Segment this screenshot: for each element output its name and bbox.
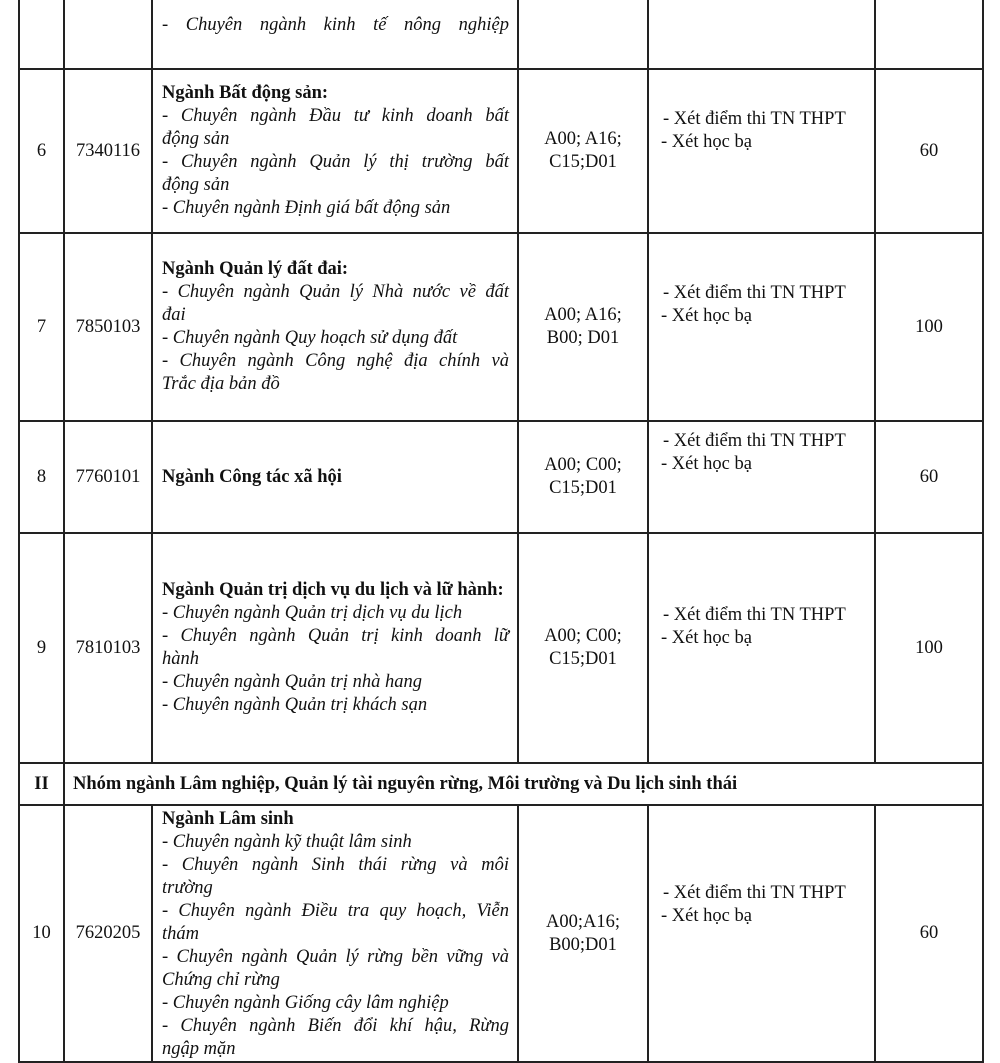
specialization: động sản [162,175,230,195]
specialization: động sản [162,129,230,149]
subject-combo [518,0,648,69]
subject-combo [518,421,648,533]
specialization: - Chuyên ngành kinh tế nông nghiệp [162,15,509,35]
method-line: - Xét điểm thi TN THPT [663,431,846,451]
major-cell [152,69,518,233]
major-cell [152,421,518,533]
group-number: II [19,763,64,805]
method-line: - Xét điểm thi TN THPT [663,883,846,903]
major-name: Ngành Quản lý đất đai: [162,259,349,279]
specialization: - Chuyên ngành Đầu tư kinh doanh bất [162,106,509,126]
table-row [19,0,983,69]
combo-line: A00; A16; [544,305,622,325]
row-number [19,0,64,69]
specialization: thám [162,924,199,944]
combo-line: C15;D01 [549,478,617,498]
specialization: - Chuyên ngành Quản lý thị trường bất [162,152,509,172]
table-row [19,805,983,1062]
method-line: - Xét điểm thi TN THPT [663,283,846,303]
major-cell [152,805,518,1062]
major-cell [152,233,518,421]
method-line: - Xét học bạ [661,306,752,326]
major-code: 7850103 [64,233,152,421]
specialization: - Chuyên ngành Quản trị dịch vụ du lịch [162,603,463,623]
specialization: - Chuyên ngành Quản lý Nhà nước về đất [162,282,509,302]
admission-method [648,233,875,421]
specialization: Chứng chỉ rừng [162,970,280,990]
combo-line: C15;D01 [549,152,617,172]
specialization: - Chuyên ngành Giống cây lâm nghiệp [162,993,449,1013]
combo-line: A00; C00; [544,455,622,475]
method-line: - Xét điểm thi TN THPT [663,605,846,625]
group-header-row [19,763,983,805]
subject-combo [518,69,648,233]
admission-method [648,69,875,233]
major-code: 7810103 [64,533,152,763]
quota: 60 [875,69,983,233]
combo-line: B00;D01 [549,934,617,955]
specialization: - Chuyên ngành kỹ thuật lâm sinh [162,832,412,852]
specialization: - Chuyên ngành Quản lý rừng bền vững và [162,947,509,967]
specialization: hành [162,649,199,669]
quota: 100 [875,533,983,763]
row-number: 7 [19,233,64,421]
combo-line: B00; D01 [546,328,620,348]
combo-line: A00;A16; [546,911,620,932]
specialization: - Chuyên ngành Quản trị kinh doanh lữ [162,626,509,646]
specialization: - Chuyên ngành Định giá bất động sản [162,198,451,218]
row-number: 8 [19,421,64,533]
specialization: ngập mặn [162,1039,236,1059]
subject-combo [518,805,648,1062]
quota [875,0,983,69]
table-row [19,233,983,421]
method-line: - Xét điểm thi TN THPT [663,109,846,129]
table-row [19,69,983,233]
group-title: Nhóm ngành Lâm nghiệp, Quản lý tài nguyên rừng, Môi trường và Du lịch sinh thái [64,763,983,805]
table-row [19,421,983,533]
quota: 60 [875,805,983,1062]
combo-line: A00; A16; [544,129,622,149]
method-line: - Xét học bạ [661,628,752,648]
specialization: - Chuyên ngành Quản trị nhà hang [162,672,423,692]
major-cell [152,533,518,763]
method-line: - Xét học bạ [661,906,752,926]
admission-method [648,533,875,763]
method-line: - Xét học bạ [661,454,752,474]
specialization: - Chuyên ngành Sinh thái rừng và môi [162,855,509,875]
major-code [64,0,152,69]
specialization: - Chuyên ngành Công nghệ địa chính và [162,351,509,371]
specialization: - Chuyên ngành Biến đổi khí hậu, Rừng [162,1016,509,1036]
specialization: đai [162,305,186,325]
subject-combo [518,233,648,421]
major-name: Ngành Quản trị dịch vụ du lịch và lữ hành: [162,580,504,600]
quota: 60 [875,421,983,533]
quota: 100 [875,233,983,421]
specialization: - Chuyên ngành Quản trị khách sạn [162,695,428,715]
specialization: trường [162,878,213,898]
combo-line: C15;D01 [549,649,617,669]
major-code: 7760101 [64,421,152,533]
row-number: 9 [19,533,64,763]
admission-table [18,0,984,1063]
major-name: Ngành Bất động sản: [162,83,329,103]
admission-method [648,805,875,1062]
method-line: - Xét học bạ [661,132,752,152]
admission-method [648,421,875,533]
row-number: 6 [19,69,64,233]
major-name: Ngành Lâm sinh [162,809,294,829]
subject-combo [518,533,648,763]
row-number: 10 [19,805,64,1062]
major-name: Ngành Công tác xã hội [162,466,342,487]
combo-line: A00; C00; [544,626,622,646]
admission-method [648,0,875,69]
specialization: - Chuyên ngành Điều tra quy hoạch, Viễn [162,901,509,921]
specialization: - Chuyên ngành Quy hoạch sử dụng đất [162,328,458,348]
table-row [19,533,983,763]
major-code: 7620205 [64,805,152,1062]
major-cell [152,0,518,69]
major-code: 7340116 [64,69,152,233]
specialization: Trắc địa bản đồ [162,374,280,394]
